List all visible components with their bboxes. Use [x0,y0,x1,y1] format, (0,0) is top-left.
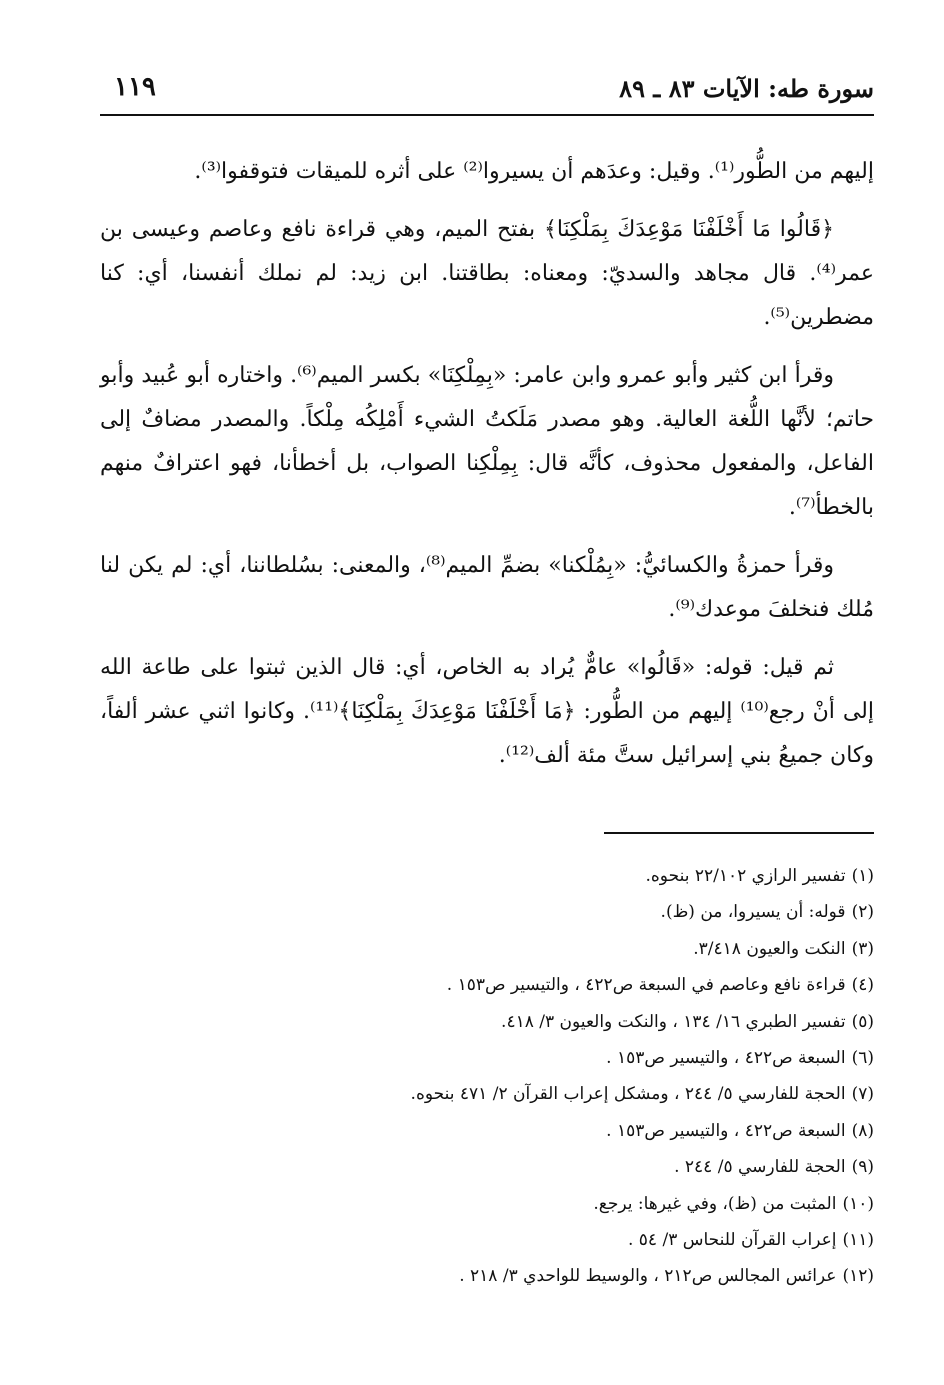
footnote-text: المثبت من (ظ)، وفي غيرها: يرجع. [593,1193,837,1214]
footnote [100,967,874,1003]
footnote-number: (٣) [851,938,874,959]
page-header [100,66,874,116]
footnote [100,1258,874,1294]
paragraph: ﴿قَالُوا مَا أَخْلَفْنَا مَوْعِدَكَ بِمَلْكِنَا﴾ بفتح الميم، وهي قراءة نافع وعاصم وعيسى بن عمر⁽⁴⁾. قال مجاهد والسديّ: ومعناه: بطاقتنا. ابن زيد: لم نملك أنفسنا، أي: كنا مضطرين⁽⁵⁾. [100,217,874,330]
footnote-separator [604,832,874,834]
footnote-text: تفسير الرازي ٢٢/١٠٢ بنحوه. [645,866,846,886]
footnote-text: السبعة ص٤٢٢ ، والتيسير ص١٥٣ . [606,1120,846,1141]
footnote [100,1040,874,1076]
paragraph: وقرأ ابن كثير وأبو عمرو وابن عامر: «بِمِلْكِنَا» بكسر الميم⁽⁶⁾. واختاره أبو عُبيد وأبو حاتم؛ لأنَّها اللُّغة العالية. وهو مصدر مَلَكتُ الشيء أَمْلِكُه مِلْكاً. والمصدر مضافٌ إلى الفاعل، والمفعول محذوف، كأنَّه قال: بِمِلْكِنا الصواب، بل أخطأنا، فهو اعترافٌ منهم بالخطأ⁽⁷⁾. [100,363,874,520]
footnote-text: النكت والعيون ٣/٤١٨. [693,938,846,959]
footnote-text: السبعة ص٤٢٢ ، والتيسير ص١٥٣ . [606,1048,846,1069]
footnote-text: الحجة للفارسي ٥/ ٢٤٤ . [674,1157,846,1178]
footnote-text: قراءة نافع وعاصم في السبعة ص٤٢٢ ، والتيسير ص١٥٣ . [446,975,846,996]
footnote-number: (١) [851,866,874,886]
footnote-number: (١٢) [842,1266,874,1287]
footnote [100,1076,874,1112]
footnote-number: (١١) [842,1230,874,1251]
footnote-number: (٥) [851,1011,874,1032]
footnote [100,1149,874,1185]
footnote [100,1113,874,1149]
footnote-number: (٨) [851,1120,874,1141]
footnote-number: (٦) [851,1048,874,1069]
page-number: ١١٩ [114,72,156,102]
footnote-number: (٤) [851,975,874,996]
footnote-number: (٢) [851,902,874,923]
footnote-text: تفسير الطبري ١٦/ ١٣٤ ، والنكت والعيون ٣/ ٤١٨. [501,1011,846,1032]
footnote [100,1004,874,1040]
footnote-text: عرائس المجالس ص٢١٢ ، والوسيط للواحدي ٣/ ٢١٨ . [459,1266,837,1287]
footnote-number: (١٠) [842,1193,874,1214]
main-text [100,150,874,792]
paragraph: ثم قيل: قوله: «قَالُوا» عامٌّ يُراد به الخاص، أي: قال الذين ثبتوا على طاعة الله إلى أنْ رجع⁽¹⁰⁾ إليهم من الطُّور: ﴿مَا أَخْلَفْنَا مَوْعِدَكَ بِمَلْكِنَا﴾⁽¹¹⁾. وكانوا اثني عشر ألفاً، وكان جميعُ بني إسرائيل ستَّ مئة ألف⁽¹²⁾. [100,655,874,768]
footnote [100,1186,874,1222]
footnote-text: الحجة للفارسي ٥/ ٢٤٤ ، ومشكل إعراب القرآن ٢/ ٤٧١ بنحوه. [410,1084,846,1105]
footnote-text: قوله: أن يسيروا، من (ظ). [660,902,846,923]
paragraph: إليهم من الطُّور⁽¹⁾. وقيل: وعدَهم أن يسيروا⁽²⁾ على أثره للميقات فتوقفوا⁽³⁾. [194,159,874,184]
running-title: سورة طه: الآيات ٨٣ ـ ٨٩ [619,74,874,103]
paragraph: وقرأ حمزةُ والكسائيُّ: «بِمُلْكنا» بضمِّ الميم⁽⁸⁾، والمعنى: بسُلطاننا، أي: لم يكن لنا مُلك فنخلفَ موعدك⁽⁹⁾. [100,553,874,622]
footnote [100,894,874,930]
footnote-number: (٧) [851,1084,874,1105]
footnote [100,1222,874,1258]
footnote [100,931,874,967]
footnote [100,858,874,894]
footnote-text: إعراب القرآن للنحاس ٣/ ٥٤ . [627,1230,837,1251]
footnotes [100,858,874,1295]
footnote-number: (٩) [851,1157,874,1178]
